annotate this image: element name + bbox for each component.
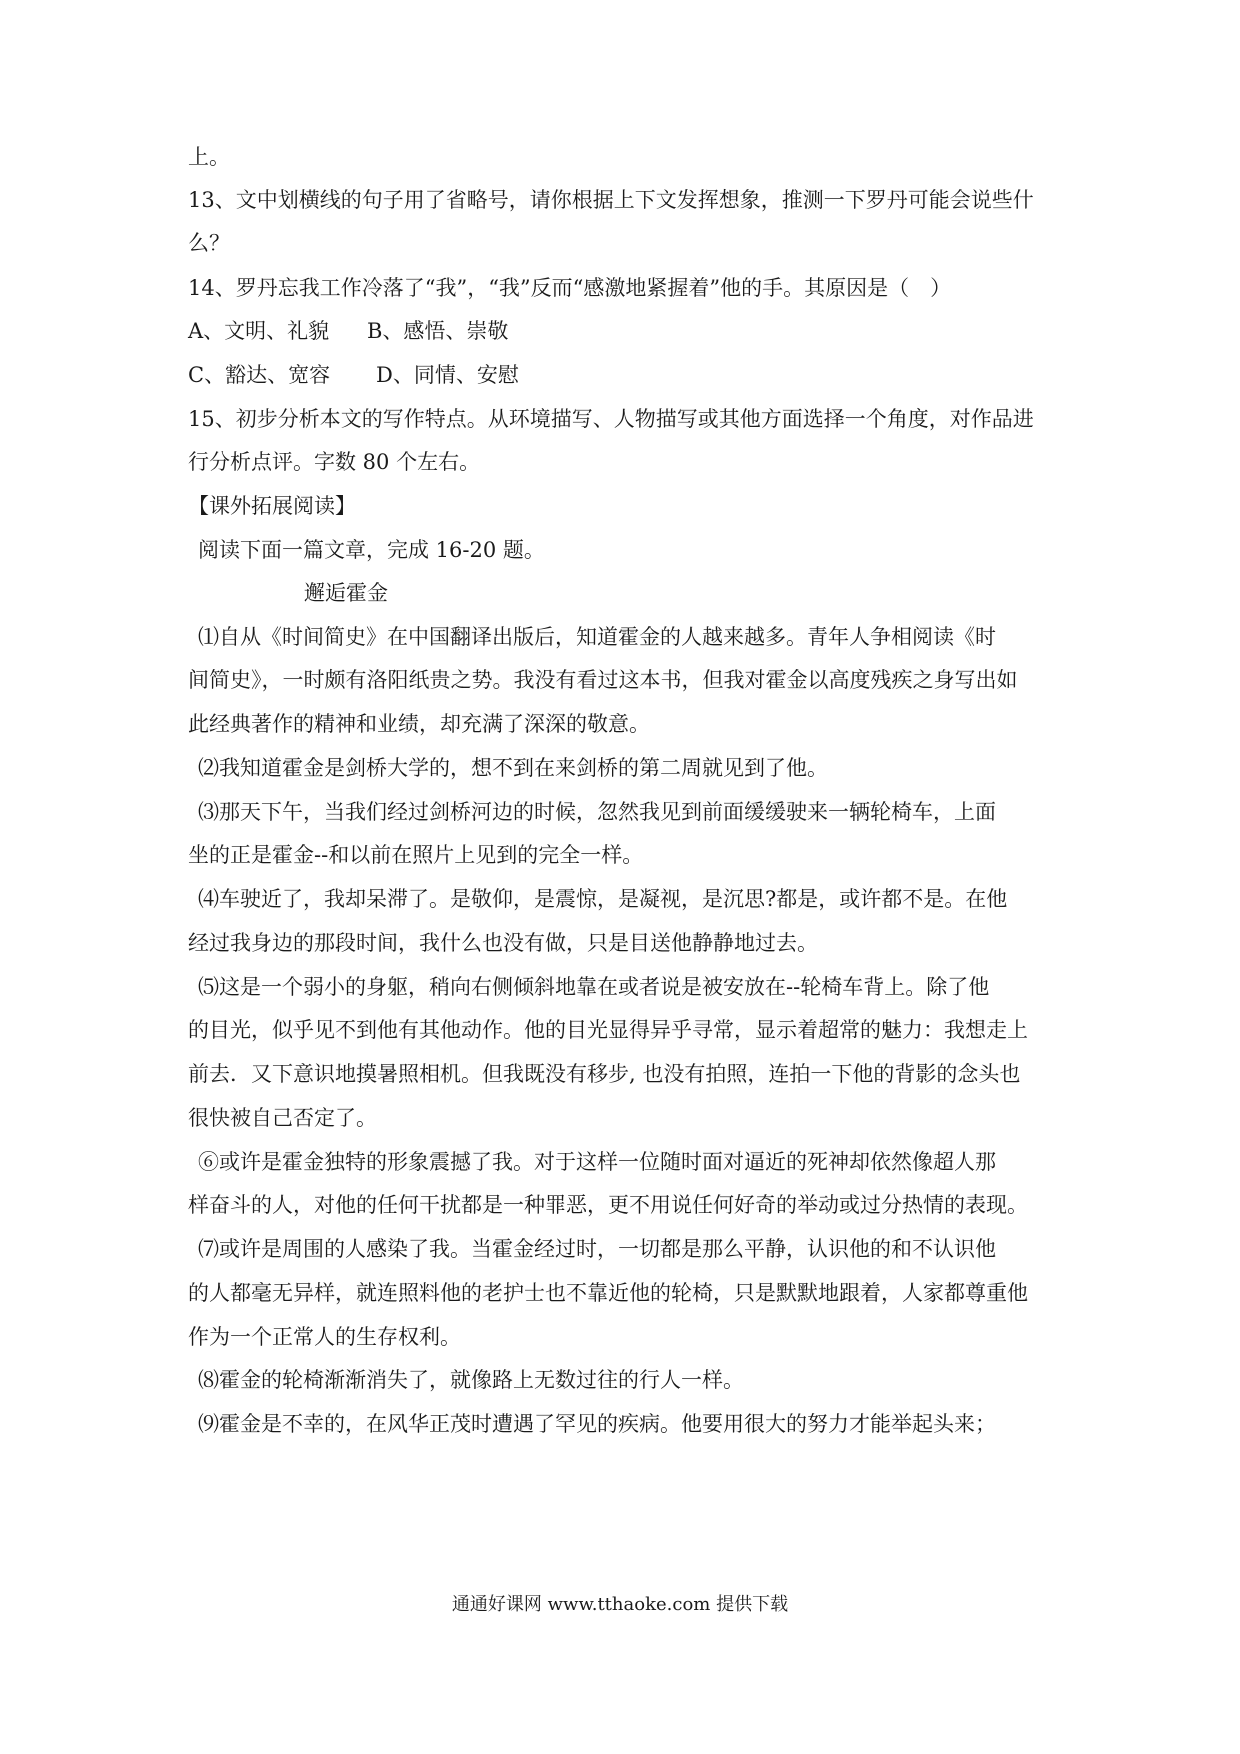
question-13-line-2: 么？ <box>188 231 230 255</box>
paragraph-5-line-1: ⑸这是一个弱小的身躯，稍向右侧倾斜地靠在或者说是被安放在--轮椅车背上。除了他 <box>198 975 990 999</box>
paragraph-7-line-1: ⑺或许是周围的人感染了我。当霍金经过时，一切都是那么平静，认识他的和不认识他 <box>198 1237 996 1261</box>
question-14: 14、罗丹忘我工作冷落了“我”，“我”反而“感激地紧握着”他的手。其原因是（ ） <box>188 276 952 300</box>
question-13-line-1: 13、文中划横线的句子用了省略号，请你根据上下文发挥想象，推测一下罗丹可能会说些什 <box>188 188 1034 212</box>
option-d: D、同情、安慰 <box>376 363 519 387</box>
paragraph-5-line-4: 很快被自己否定了。 <box>188 1106 377 1130</box>
question-15-line-2: 行分析点评。字数 80 个左右。 <box>188 450 481 474</box>
paragraph-7-line-2: 的人都毫无异样，就连照料他的老护士也不靠近他的轮椅，只是默默地跟着，人家都尊重他 <box>188 1281 1028 1305</box>
paragraph-3-line-1: ⑶那天下午，当我们经过剑桥河边的时候，忽然我见到前面缓缓驶来一辆轮椅车，上面 <box>198 800 996 824</box>
paragraph-8: ⑻霍金的轮椅渐渐消失了，就像路上无数过往的行人一样。 <box>198 1368 744 1392</box>
option-a: A、文明、礼貌 <box>188 319 330 343</box>
paragraph-5-line-2: 的目光，似乎见不到他有其他动作。他的目光显得异乎寻常，显示着超常的魅力：我想走上 <box>188 1018 1028 1042</box>
article-title: 邂逅霍金 <box>304 581 388 605</box>
question-15-line-1: 15、初步分析本文的写作特点。从环境描写、人物描写或其他方面选择一个角度，对作品进 <box>188 407 1034 431</box>
paragraph-1-line-3: 此经典著作的精神和业绩，却充满了深深的敬意。 <box>188 712 650 736</box>
paragraph-7-line-3: 作为一个正常人的生存权利。 <box>188 1325 461 1349</box>
paragraph-6-line-2: 样奋斗的人，对他的任何干扰都是一种罪恶，更不用说任何好奇的举动或过分热情的表现。 <box>188 1193 1028 1217</box>
option-b: B、感悟、崇敬 <box>367 319 509 343</box>
paragraph-9-line-1: ⑼霍金是不幸的，在风华正茂时遭遇了罕见的疾病。他要用很大的努力才能举起头来； <box>198 1412 996 1436</box>
paragraph-5-line-3: 前去．又下意识地摸暑照相机。但我既没有移步, 也没有拍照，连拍一下他的背影的念头也 <box>188 1062 1021 1086</box>
paragraph-1-line-2: 间简史》，一时颇有洛阳纸贵之势。我没有看过这本书，但我对霍金以高度残疾之身写出如 <box>188 668 1018 692</box>
option-c: C、豁达、宽容 <box>188 363 331 387</box>
paragraph-1-line-1: ⑴自从《时间简史》在中国翻译出版后，知道霍金的人越来越多。青年人争相阅读《时 <box>198 625 996 649</box>
page-footer: 通通好课网 www.tthaoke.com 提供下载 <box>451 1594 789 1615</box>
paragraph-4-line-2: 经过我身边的那段时间，我什么也没有做，只是目送他静静地过去。 <box>188 931 818 955</box>
paragraph-2: ⑵我知道霍金是剑桥大学的，想不到在来剑桥的第二周就见到了他。 <box>198 756 828 780</box>
paragraph-3-line-2: 坐的正是霍金--和以前在照片上见到的完全一样。 <box>188 843 644 867</box>
text-line-continuation: 上。 <box>188 145 230 169</box>
section-heading: 【课外拓展阅读】 <box>188 494 356 518</box>
paragraph-4-line-1: ⑷车驶近了，我却呆滞了。是敬仰，是震惊，是凝视，是沉思?都是，或许都不是。在他 <box>198 887 1008 911</box>
reading-instruction: 阅读下面一篇文章，完成 16-20 题。 <box>198 538 545 562</box>
paragraph-6-line-1: ⑥或许是霍金独特的形象震撼了我。对于这样一位随时面对逼近的死神却依然像超人那 <box>198 1150 996 1174</box>
